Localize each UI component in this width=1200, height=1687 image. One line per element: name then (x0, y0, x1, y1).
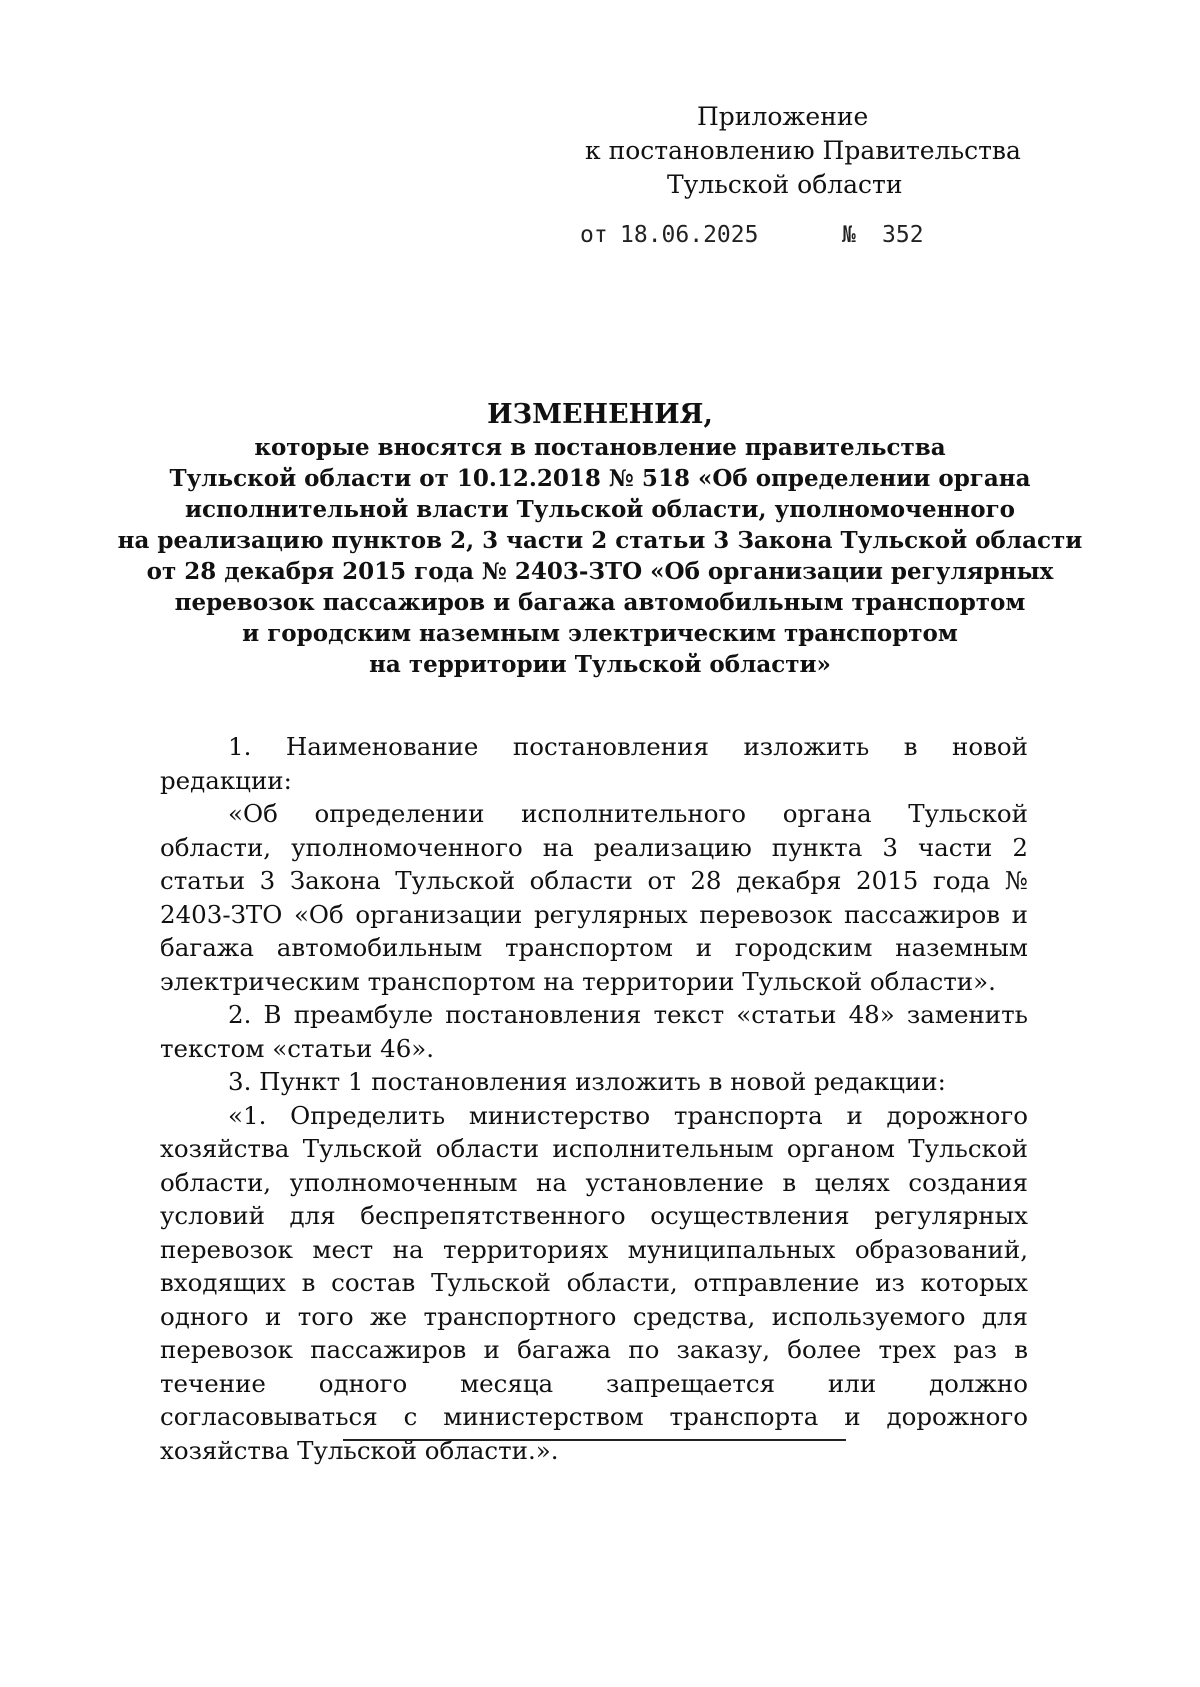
title-line: исполнительной власти Тульской области, уполномоченного (184, 496, 1016, 523)
document-dateline (580, 222, 980, 252)
document-body (160, 730, 1028, 1467)
title-line: перевозок пассажиров и багажа автомобильным транспортом (174, 589, 1026, 616)
title-line: и городским наземным электрическим транспортом (242, 620, 958, 647)
paragraph-2: 2. В преамбуле постановления текст «статьи 48» заменить текстом «статьи 46». (160, 1000, 1028, 1063)
title-heading: ИЗМЕНЕНИЯ, (487, 399, 713, 430)
paragraph-3-quote: «1. Определить министерство транспорта и дорожного хозяйства Тульской области исполнительным органом Тульской области, уполномоченным на установление в целях создания условий для беспрепятственного осуществления регулярных перевозок мест на территориях муниципальных образований, входящих в состав Тульской области, отправление из которых одного и того же транспортного средства, используемого для перевозок пассажиров и багажа по заказу, более трех раз в течение одного месяца запрещается или должно согласовываться с министерством транспорта и дорожного хозяйства Тульской области.». (160, 1100, 1028, 1465)
appendix-title: Приложение (697, 102, 869, 131)
title-line: на территории Тульской области» (369, 651, 831, 678)
paragraph-1: 1. Наименование постановления изложить в новой редакции: (160, 732, 1028, 795)
document-title (100, 398, 1100, 680)
closing-rule (343, 1439, 846, 1441)
title-line: от 28 декабря 2015 года № 2403-ЗТО «Об организации регулярных (146, 558, 1054, 585)
title-line: Тульской области от 10.12.2018 № 518 «Об определении органа (169, 465, 1031, 492)
document-number: 352 (882, 222, 924, 248)
appendix-block (580, 100, 1021, 202)
paragraph-3: 3. Пункт 1 постановления изложить в новой редакции: (228, 1067, 946, 1096)
date-prefix: от (580, 222, 608, 248)
document-date: 18.06.2025 (620, 222, 759, 248)
appendix-region: Тульской области (667, 170, 903, 199)
number-sign: № (842, 222, 856, 248)
title-line: на реализацию пунктов 2, 3 части 2 статьи 3 Закона Тульской области (117, 527, 1083, 554)
appendix-reference: к постановлению Правительства (585, 136, 1021, 165)
paragraph-1-quote: «Об определении исполнительного органа Тульской области, уполномоченного на реализацию пункта 3 части 2 статьи 3 Закона Тульской области от 28 декабря 2015 года № 2403-ЗТО «Об организации регулярных перевозок пассажиров и багажа автомобильным транспортом и городским наземным электрическим транспортом на территории Тульской области». (160, 799, 1028, 996)
title-line: которые вносятся в постановление правительства (254, 434, 946, 461)
